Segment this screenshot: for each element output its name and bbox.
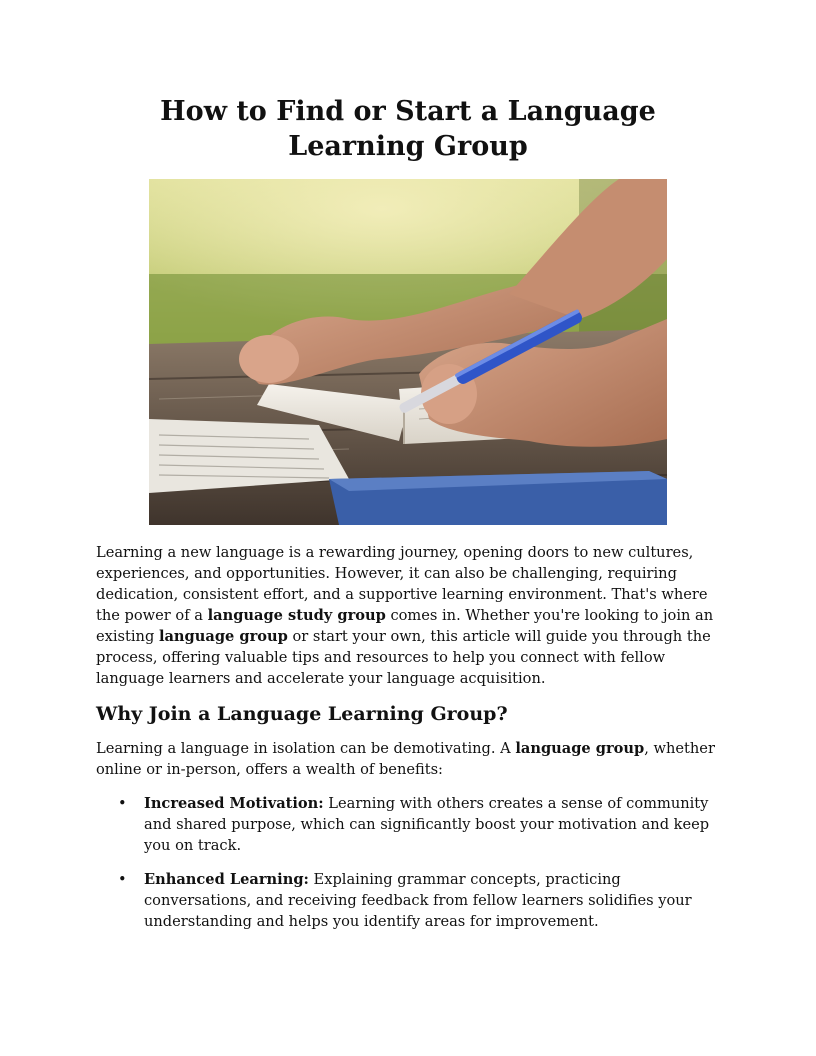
list-item — [96, 793, 724, 856]
page-title: How to Find or Start a Language Learning Group — [160, 96, 656, 162]
benefit-title: Enhanced Learning: — [144, 871, 309, 888]
intro-bold-language-study-group: language study group — [207, 607, 386, 624]
benefit-title: Increased Motivation: — [144, 795, 324, 812]
why-text-1: Learning a language in isolation can be demotivating. A — [96, 740, 516, 757]
bullet-icon: • — [118, 871, 127, 888]
intro-text-2: comes in. Whether you're looking to join an existing — [96, 607, 714, 645]
benefits-list — [96, 793, 724, 945]
list-item — [96, 869, 724, 932]
section-heading-why-join: Why Join a Language Learning Group? — [96, 703, 508, 725]
why-text-2: , whether online or in-person, offers a wealth of benefits: — [96, 740, 715, 778]
benefit-text: Learning with others creates a sense of community and shared purpose, which can significantly boost your motivation and keep you on track. — [144, 795, 710, 854]
intro-text-1: Learning a new language is a rewarding journey, opening doors to new cultures, experiences, and opportunities. However, it can also be challenging, requiring dedication, consistent effort, and a supportive learning environment. That's where the power of a — [96, 544, 708, 624]
hero-illustration — [149, 179, 667, 525]
intro-bold-language-group: language group — [158, 628, 288, 645]
bullet-icon: • — [118, 795, 127, 812]
intro-paragraph — [96, 542, 724, 689]
intro-text-3: or start your own, this article will guide you through the process, offering valuable tips and resources to help you connect with fellow language learners and accelerate your language acquisition. — [96, 628, 711, 687]
benefit-text: Explaining grammar concepts, practicing conversations, and receiving feedback from fellow learners solidifies your understanding and helps you identify areas for improvement. — [144, 871, 692, 930]
why-bold-language-group: language group — [515, 740, 645, 757]
hero-image — [149, 179, 667, 525]
why-intro-paragraph — [96, 738, 724, 780]
